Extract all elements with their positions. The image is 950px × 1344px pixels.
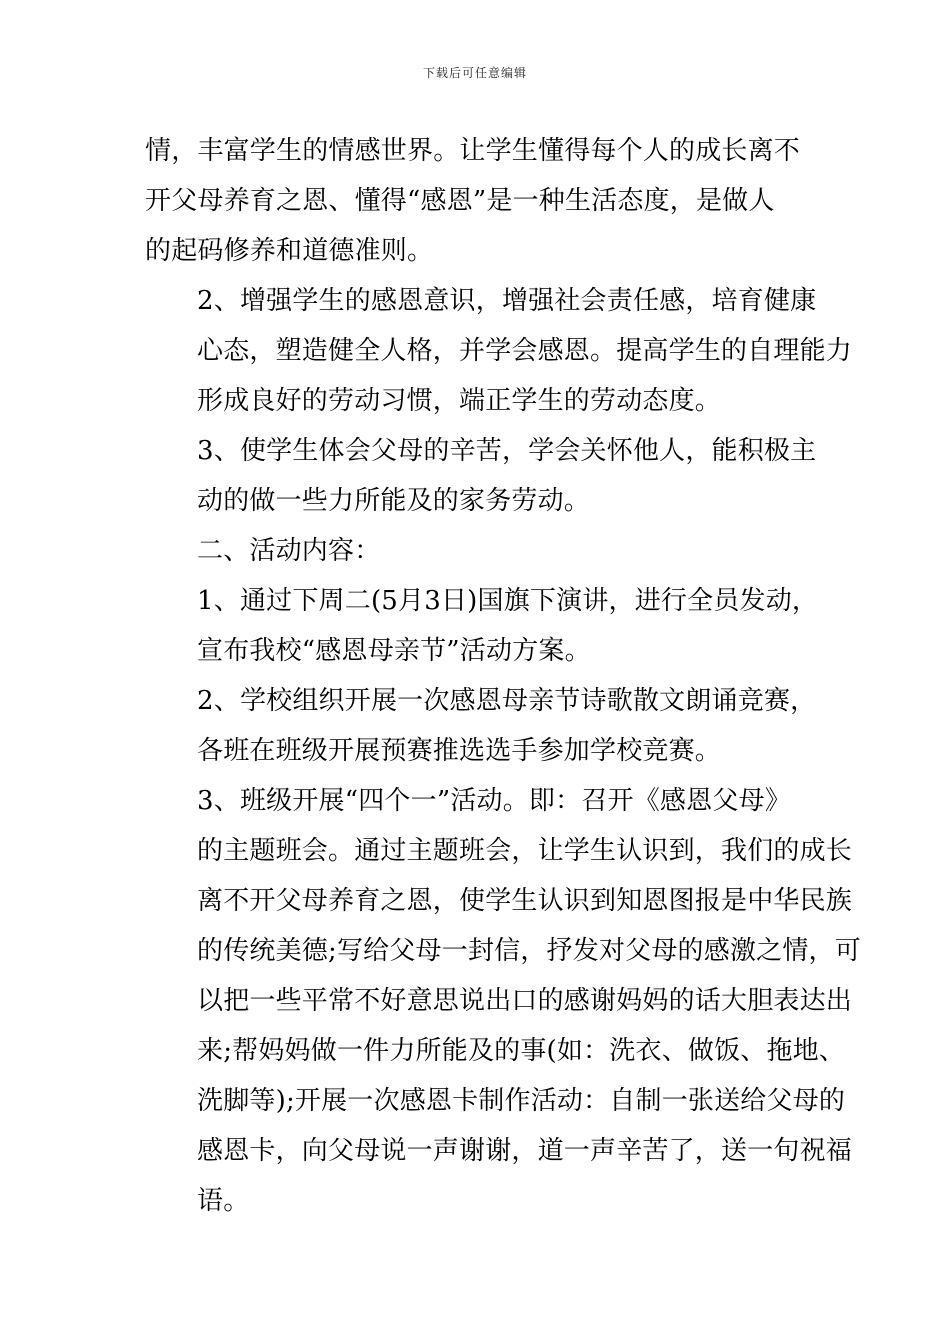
paragraph — [145, 576, 819, 676]
text-line: 离不开父母养育之恩，使学生认识到知恩图报是中华民族 — [197, 886, 853, 916]
document-body — [145, 126, 861, 1226]
paragraph — [145, 426, 815, 526]
text-line: 各班在班级开展预赛推选选手参加学校竞赛。 — [197, 736, 722, 766]
text-line: 的传统美德;写给父母一封信，抒发对父母的感激之情，可 — [197, 936, 861, 966]
text-line: 1、通过下周二(5月3日)国旗下演讲，进行全员发动， — [197, 586, 819, 616]
text-line: 宣布我校“感恩母亲节”活动方案。 — [197, 636, 591, 666]
paragraph — [145, 126, 815, 276]
text-line: 来;帮妈妈做一件力所能及的事(如：洗衣、做饭、拖地、 — [197, 1036, 846, 1066]
page-header: 下载后可任意编辑 — [422, 66, 527, 80]
text-line: 形成良好的劳动习惯，端正学生的劳动态度。 — [197, 386, 722, 416]
text-line: 语。 — [197, 1186, 250, 1216]
section-heading — [145, 526, 815, 576]
paragraph — [145, 276, 853, 426]
text-line: 二、活动内容： — [197, 536, 381, 566]
text-line: 的主题班会。通过主题班会，让学生认识到，我们的成长 — [197, 836, 853, 866]
text-line: 的起码修养和道德准则。 — [145, 236, 434, 266]
paragraph — [145, 776, 861, 1226]
text-line: 以把一些平常不好意思说出口的感谢妈妈的话大胆表达出 — [197, 986, 853, 1016]
text-line: 3、班级开展“四个一”活动。即：召开《感恩父母》 — [197, 786, 791, 816]
text-line: 感恩卡，向父母说一声谢谢，道一声辛苦了，送一句祝福 — [197, 1136, 853, 1166]
text-line: 2、增强学生的感恩意识，增强社会责任感，培育健康 — [197, 286, 817, 316]
text-line: 洗脚等);开展一次感恩卡制作活动：自制一张送给父母的 — [197, 1086, 846, 1116]
paragraph — [145, 676, 815, 776]
text-line: 2、学校组织开展一次感恩母亲节诗歌散文朗诵竞赛， — [197, 686, 817, 716]
text-line: 开父母养育之恩、懂得“感恩”是一种生活态度，是做人 — [145, 186, 775, 216]
text-line: 心态，塑造健全人格，并学会感恩。提高学生的自理能力 — [197, 336, 853, 366]
text-line: 3、使学生体会父母的辛苦，学会关怀他人，能积极主 — [197, 436, 817, 466]
text-line: 情，丰富学生的情感世界。让学生懂得每个人的成长离不 — [145, 136, 801, 166]
text-line: 动的做一些力所能及的家务劳动。 — [197, 486, 591, 516]
